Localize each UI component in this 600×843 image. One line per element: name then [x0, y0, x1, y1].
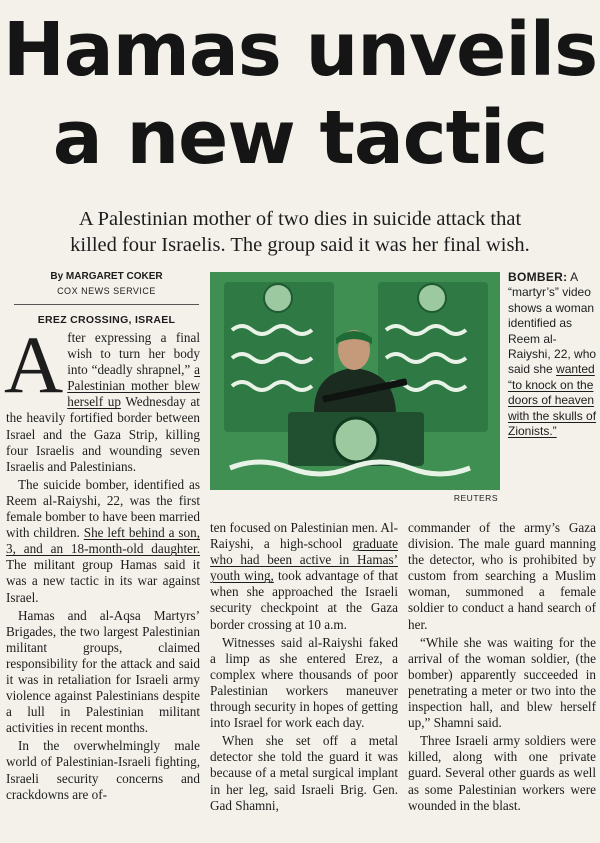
photo-illustration — [210, 272, 500, 490]
article-text: ten focused on Palestinian men. Al-Raiyshi, a high-school — [210, 520, 398, 552]
byline — [14, 270, 199, 298]
article-text: The suicide bomber, identified as Reem al-Raiyshi, 22, was the first female bomber to have been married with children. — [6, 476, 200, 541]
drop-cap: A — [4, 319, 64, 410]
headline — [0, 6, 600, 182]
headline-line-1: Hamas unveils — [2, 7, 598, 93]
photo-emblem-left — [264, 284, 292, 312]
deck-line-1: A Palestinian mother of two dies in suicide attack that — [78, 208, 522, 230]
deck — [10, 206, 590, 258]
byline-author: By MARGARET COKER — [50, 271, 163, 282]
article-paragraph: “While she was waiting for the arrival of the woman soldier, (the bomber) apparently succeeded in penetrating a meter or two into the inspection hall, and blew herself up,” Shamni said. — [408, 634, 596, 731]
headline-line-2: a new tactic — [52, 95, 548, 181]
caption-text: A “martyr’s” video shows a woman identified as Reem al-Raiyshi, 22, who said she — [508, 270, 597, 377]
article-paragraph: Three Israeli army soldiers were killed, along with one private guard. Several other guards as well as some Palestinian workers were wounded in the blast. — [408, 733, 596, 813]
article-paragraph — [210, 520, 398, 633]
article-paragraph: commander of the army’s Gaza division. The male guard manning the detector, who is prohibited by custom from searching a Muslim woman, summoned a female soldier to conduct a hand search of her. — [408, 520, 596, 632]
article-text: Wednesday at the heavily fortified border between Israel and the Gaza Strip, killing four Israelis and wounding seven Israelis and Palestinians. — [6, 394, 200, 474]
article-paragraph: When she set off a metal detector she told the guard it was because of a metal surgical implant in her leg, said Israeli Brig. Gen. Gad Shamni, — [210, 733, 398, 813]
photo-caption — [508, 270, 598, 439]
photo-table-emblem — [334, 418, 378, 462]
byline-rule — [14, 304, 199, 305]
photo-credit: REUTERS — [453, 493, 498, 503]
article-paragraph: In the overwhelmingly male world of Palestinian-Israeli fighting, Israeli security concerns and crackdowns are of- — [6, 738, 200, 802]
article-paragraph — [6, 477, 200, 606]
article-text: took advantage of that when she approached the Israeli security checkpoint at the Gaza border crossing at 10 a.m. — [210, 568, 398, 632]
photo — [210, 272, 500, 490]
dateline: EREZ CROSSING, ISRAEL — [37, 314, 176, 326]
article-paragraph: Witnesses said al-Raiyshi faked a limp as she entered Erez, a complex where thousands of poor Palestinian workers maneuver through security in hopes of getting into Israel for work each day. — [210, 634, 398, 731]
caption-text-underlined: wanted “to knock on the doors of heaven with the skulls of Zionists.” — [508, 362, 597, 439]
photo-emblem-right — [418, 284, 446, 312]
article-text-underlined: graduate who had been active in Hamas’ youth wing, — [210, 536, 398, 584]
article-text-underlined: a Palestinian mother blew herself up — [67, 362, 200, 410]
article-column-2 — [210, 520, 398, 814]
byline-agency: COX NEWS SERVICE — [57, 286, 156, 296]
caption-lead: BOMBER: — [508, 270, 568, 284]
article-text: The militant group Hamas said it was a new tactic in its war against Israel. — [6, 557, 200, 605]
article-text: fter expressing a final wish to turn her body into “deadly shrapnel,” — [67, 330, 200, 378]
article-column-3 — [408, 520, 596, 814]
article-text-underlined: She left behind a son, 3, and an 18-month-old daughter. — [6, 525, 201, 557]
deck-line-2: killed four Israelis. The group said it was her final wish. — [70, 234, 530, 256]
article-paragraph: Hamas and al-Aqsa Martyrs’ Brigades, the two largest Palestinian militant groups, claimed responsibility for the attack and said it was in retaliation for Israeli army violence against Palestinians despite a lull in Palestinian militant activities in recent months. — [6, 607, 200, 736]
